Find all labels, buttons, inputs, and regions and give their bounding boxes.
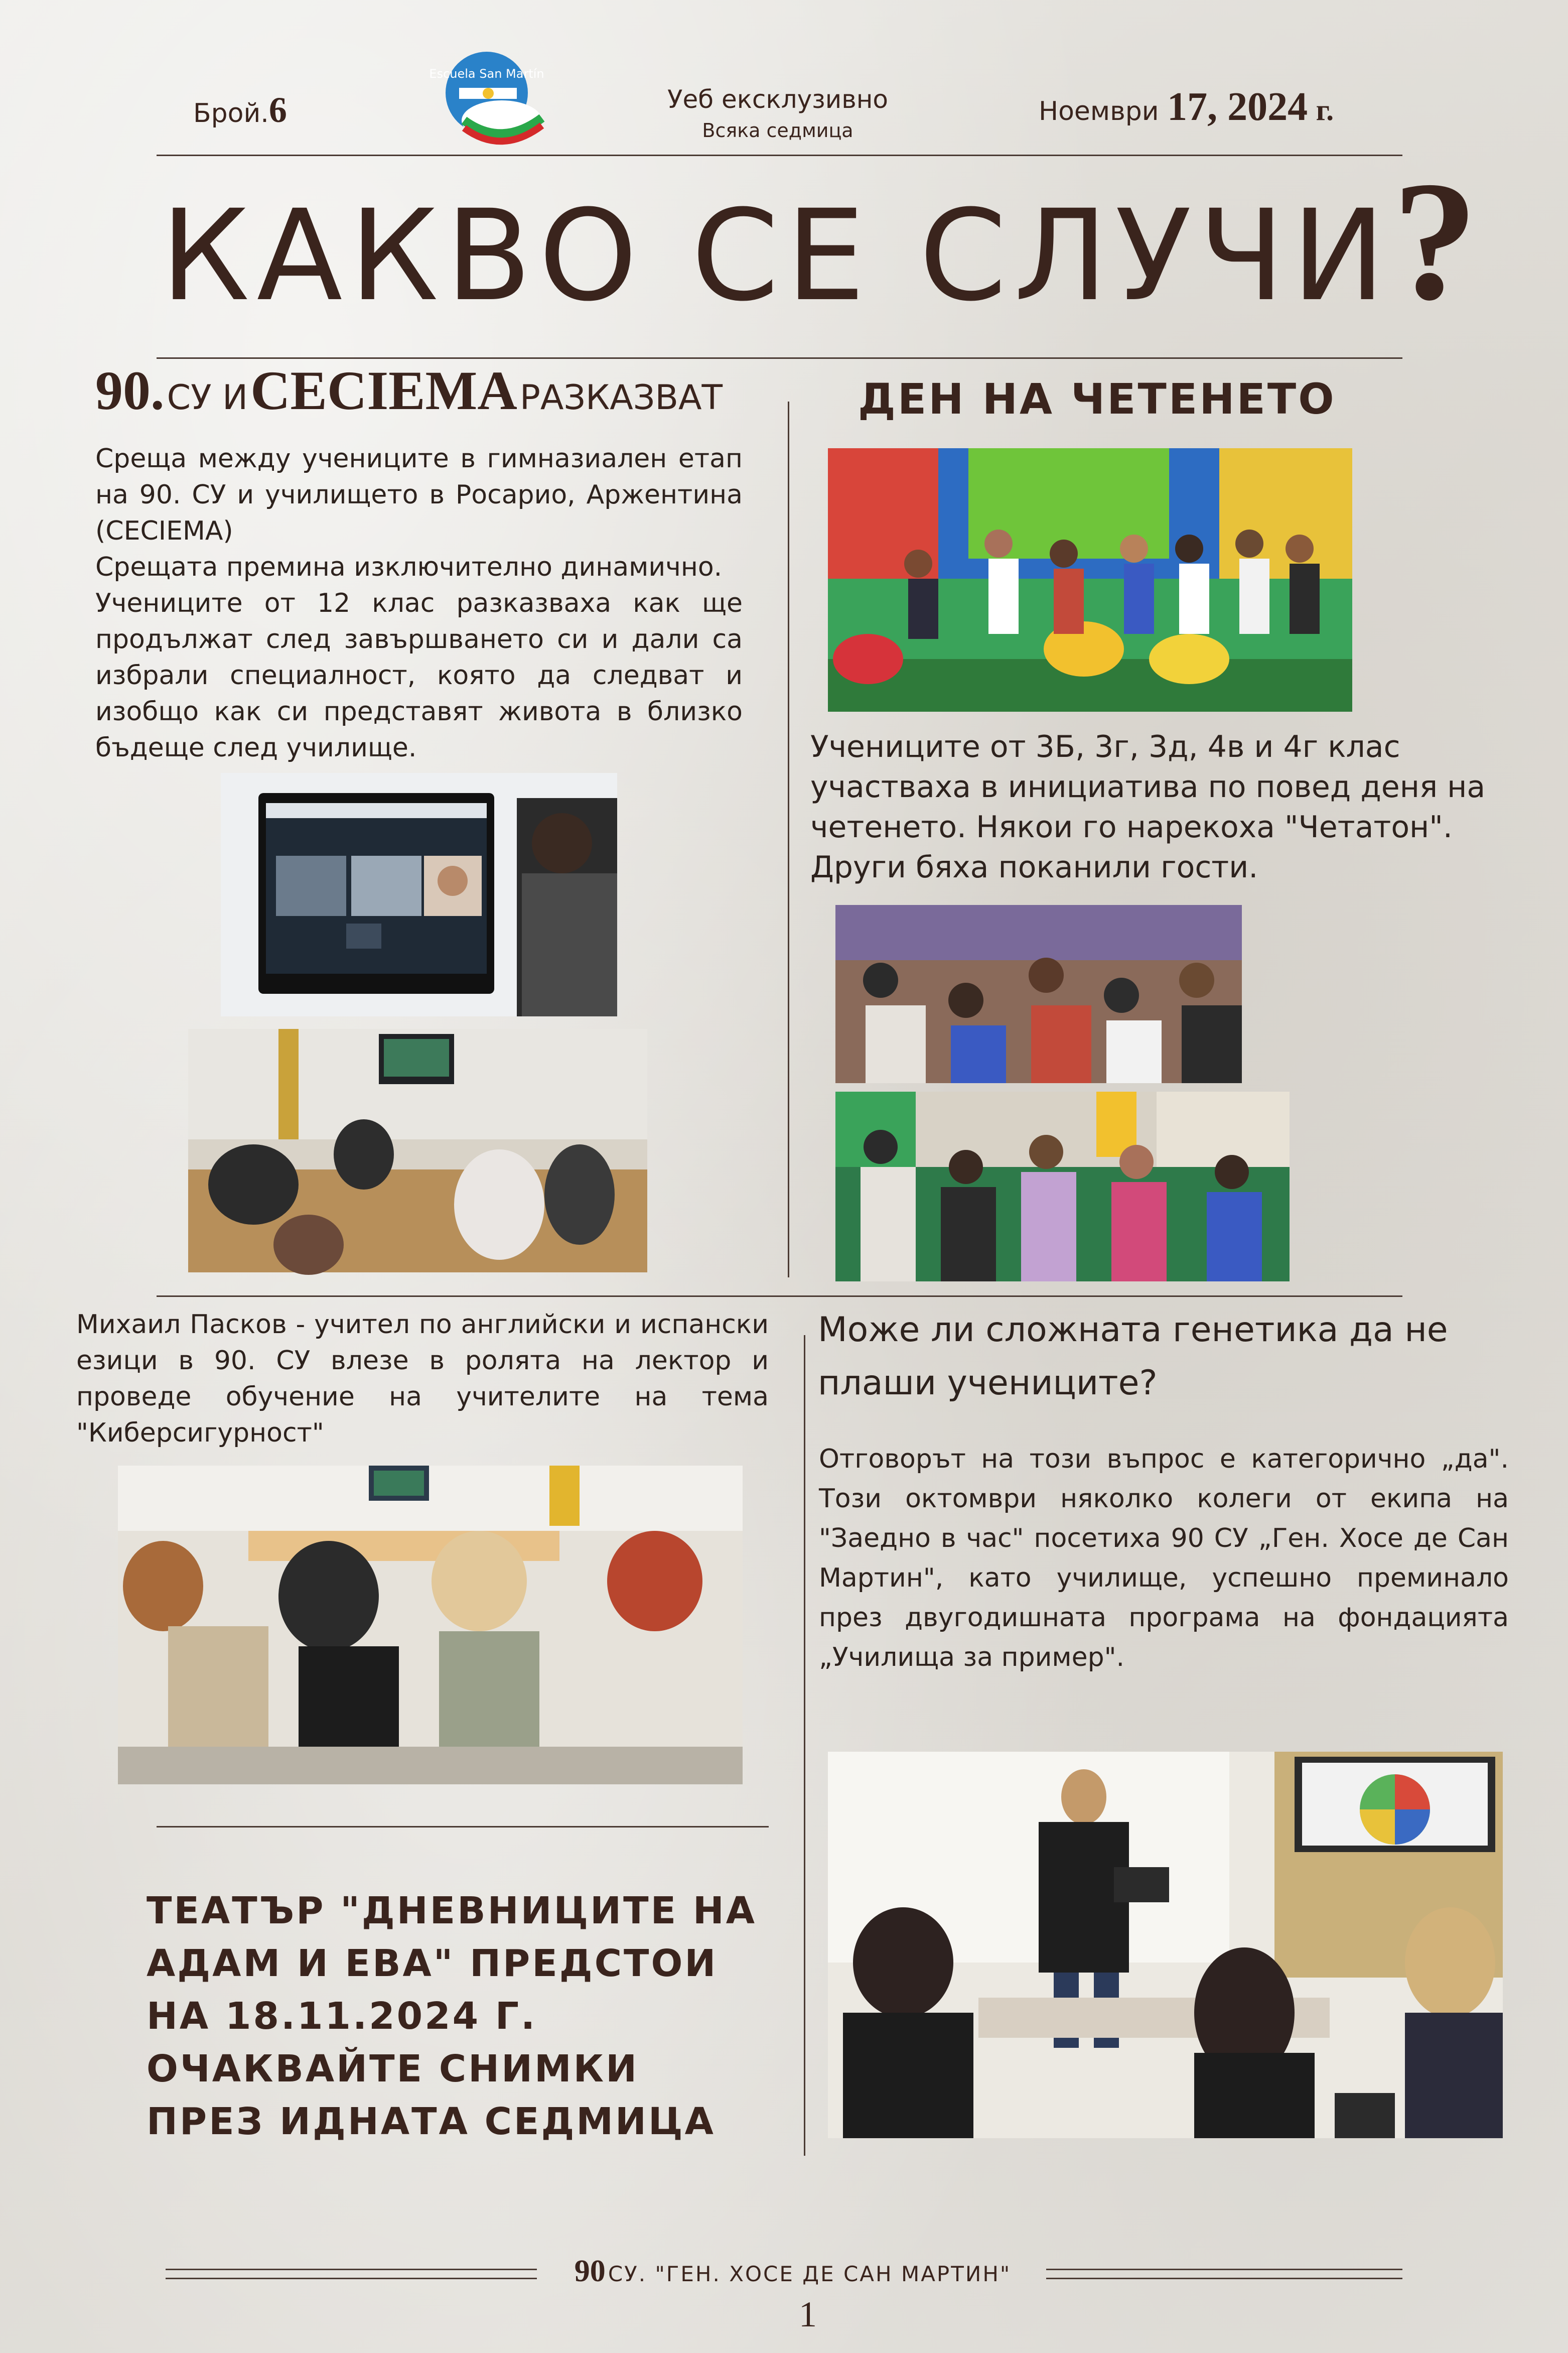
footer-rule-left-1 [166, 2269, 537, 2270]
theatre-notice [147, 1885, 757, 2148]
tagline-sub: Всяка седмица [702, 119, 853, 142]
page-title [161, 146, 1478, 346]
reading-day-paragraph: Учениците от 3Б, 3г, 3д, 4в и 4г клас участваха в инициатива по повед деня на четенето. Някои го нарекоха "Четатон". Други бяха поканили гости. [810, 729, 1486, 885]
theatre-rule [157, 1826, 769, 1827]
issue-number [193, 89, 287, 131]
ceciema-paragraph-3: Учениците от 12 клас разказваха как ще продължат след завършването си и дали са избрали специалност, която да следват и изобщо как си представят живота в близко бъдеще след училище. [95, 588, 743, 763]
classroom-screen-photo [188, 1029, 647, 1272]
genetics-lesson-image [828, 1752, 1503, 2138]
ceciema-heading-brand: CECIEMA [250, 360, 517, 421]
teachers-training-image [118, 1466, 743, 1784]
cyber-paragraph: Михаил Пасков - учител по английски и испански езици в 90. СУ влезе в ролята на лектор и проведе обучение на учителите на тема "Киберсигурност" [76, 1310, 769, 1448]
ceciema-paragraph-1: Среща между учениците в гимназиален етап на 90. СУ и училището в Росарио, Аржентина (CECIEMA) [95, 444, 743, 546]
page-title-text: КАКВО СЕ СЛУЧИ [161, 183, 1393, 329]
ceciema-heading-num: 90. [95, 360, 165, 421]
date-suffix: г. [1316, 93, 1334, 126]
issue-value: 6 [268, 90, 287, 130]
genetics-paragraph: Отговорът на този въпрос е категорично „да". Този октомври няколко колеги от екипа на "Заедно в час" посетиха 90 СУ „Ген. Хосе де Сан Мартин", като училище, успешно преминало през двугодишната програма на фондацията „Училища за пример". [819, 1444, 1509, 1672]
footer-school [542, 2254, 1044, 2289]
page-number: 1 [799, 2294, 817, 2334]
ceciema-body [95, 441, 743, 766]
reading-group-image [828, 448, 1352, 712]
reading-day-body [810, 727, 1488, 887]
middle-rule [157, 1295, 1402, 1297]
date-value: 17, 2024 [1167, 85, 1308, 129]
tagline-main: Уеб ексклузивно [667, 85, 888, 114]
column-divider-top [788, 402, 789, 1277]
footer-rule-left-2 [166, 2278, 537, 2279]
theatre-line-5: ПРЕЗ ИДНАТА СЕДМИЦА [147, 2100, 716, 2143]
teachers-training-photo [118, 1466, 743, 1784]
theatre-line-4: ОЧАКВАЙТЕ СНИМКИ [147, 2047, 639, 2090]
page-title-mark: ? [1392, 146, 1478, 335]
date-label: Ноември [1039, 96, 1159, 126]
reading-room-photo-2 [835, 1092, 1290, 1281]
footer-school-num: 90 [574, 2254, 606, 2288]
footer-school-name: СУ. "ГЕН. ХОСЕ ДЕ САН МАРТИН" [608, 2262, 1012, 2286]
genetics-lesson-photo [828, 1752, 1503, 2138]
video-call-image [221, 773, 617, 1016]
genetics-body [819, 1440, 1509, 1677]
tagline [622, 83, 933, 145]
theatre-line-1: ТЕАТЪР "ДНЕВНИЦИТЕ НА [147, 1889, 757, 1932]
masthead-rule [157, 155, 1402, 156]
video-call-photo [221, 773, 617, 1016]
ceciema-paragraph-2: Срещата премина изключително динамично. [95, 552, 723, 582]
reading-day-heading: ДЕН НА ЧЕТЕНЕТО [858, 374, 1336, 424]
reading-room-photo-1 [835, 905, 1242, 1083]
logo-text: Escuela San Martín [429, 67, 544, 81]
theatre-line-2: АДАМ И ЕВА" ПРЕДСТОИ [147, 1942, 718, 1985]
footer-rule-right-1 [1046, 2269, 1402, 2270]
ceciema-heading-su: СУ И [167, 378, 248, 418]
reading-group-photo [828, 448, 1352, 712]
cyber-body [76, 1306, 769, 1451]
reading-room-image-1 [835, 905, 1242, 1083]
footer-rule-right-2 [1046, 2278, 1402, 2279]
classroom-screen-image [188, 1029, 647, 1272]
theatre-line-3: НА 18.11.2024 Г. [147, 1995, 537, 2038]
logo [429, 50, 544, 146]
genetics-heading-text: Може ли сложната генетика да не плаши учениците? [818, 1310, 1448, 1403]
reading-room-image-2 [835, 1092, 1290, 1281]
logo-emblem-icon [429, 50, 544, 146]
issue-date [1039, 84, 1334, 130]
genetics-heading [818, 1303, 1505, 1410]
ceciema-heading [95, 359, 723, 423]
column-divider-bottom [804, 1335, 805, 2156]
ceciema-heading-tail: РАЗКАЗВАТ [519, 378, 723, 418]
issue-label: Брой. [193, 98, 269, 128]
